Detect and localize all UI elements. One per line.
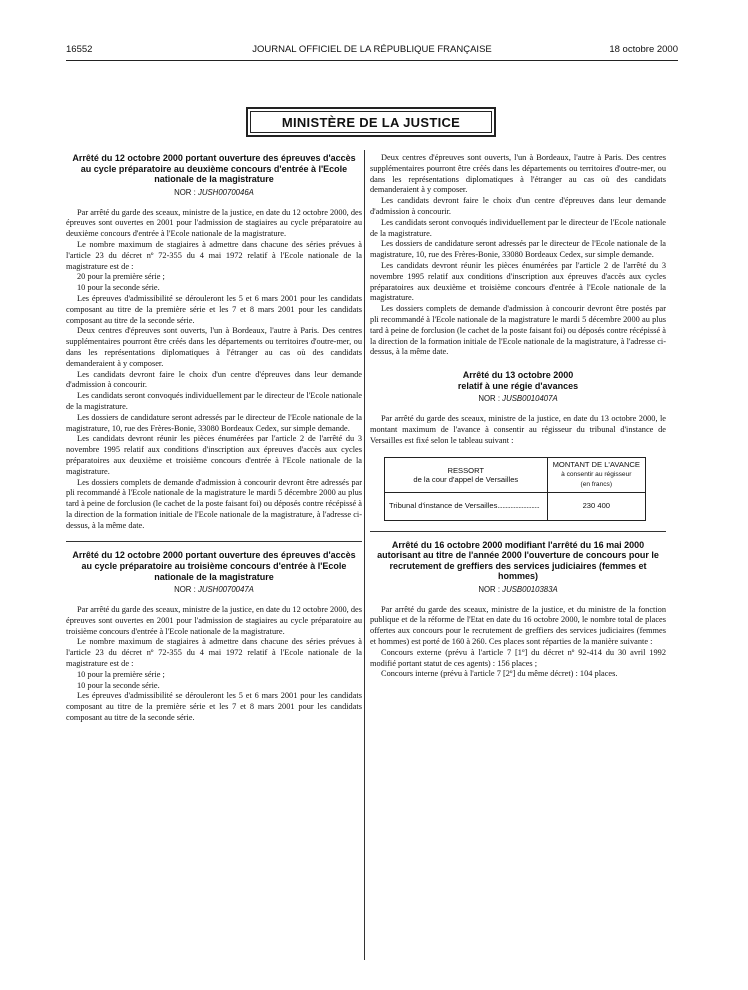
paragraph: Les dossiers de candidature seront adressés par le directeur de l'Ecole nationale de la magistrature, 10, rue des Frères-Bonie, 33080 Bordeaux Cedex, sur simple demande. [370,239,666,260]
advance-table [384,457,646,521]
paragraph: Les candidats devront faire le choix d'un centre d'épreuves dans leur demande d'admission à concourir. [370,196,666,216]
nor-code: JUSB0010383A [502,584,558,594]
journal-title: JOURNAL OFFICIEL DE LA RÉPUBLIQUE FRANÇAISE [252,44,492,55]
paragraph: Le nombre maximum de stagiaires à admettre dans chacune des séries prévues à l'article 23 du décret nº 72-355 du 4 mai 1972 relatif à l'Ecole nationale de la magistrature est de : [66,637,362,669]
article-4-title: Arrêté du 16 octobre 2000 modifiant l'arrêté du 16 mai 2000 autorisant au titre de l'année 2000 l'ouverture de concours pour le recrutement de greffiers des services judiciaires (femmes et hommes) [377,539,659,582]
article-1-title: Arrêté du 12 octobre 2000 portant ouverture des épreuves d'accès au cycle préparatoire au deuxième concours d'entrée à l'Ecole nationale de la magistrature [72,153,356,185]
spacer [370,358,666,370]
paragraph: Les candidats devront réunir les pièces énumérées par l'article 2 de l'arrêté du 3 novembre 1995 relatif aux conditions d'inscription aux épreuves d'accès aux cycles préparatoires aux deuxième et troisième concours d'entrée à l'Ecole nationale de la magistrature. [370,260,666,303]
paragraph: Les candidats devront réunir les pièces énumérées par l'article 2 de l'arrêté du 3 novembre 1995 relatif aux conditions d'inscription aux épreuves d'accès aux cycles préparatoires aux deuxième et troisième concours d'entrée à l'Ecole nationale de la magistrature. [66,434,362,476]
article-2-nor [66,585,362,596]
paragraph: Par arrêté du garde des sceaux, ministre de la justice, en date du 12 octobre 2000, des épreuves sont ouvertes en 2001 pour l'admission de stagiaires au cycle préparatoire au deuxième concours d'entrée à l'Ecole nationale de la magistrature. [66,207,362,239]
left-column [66,153,362,724]
paragraph: Les épreuves d'admissibilité se dérouleront les 5 et 6 mars 2001 pour les candidats composant au titre de la première série et les 7 et 8 mars 2001 pour les candidats composant au titre de la seconde série. [66,293,362,325]
article-4-nor [370,585,666,596]
article-separator [66,541,362,542]
paragraph: 10 pour la seconde série. [77,680,160,690]
page-number: 16552 [66,44,93,55]
header-montant-unit: (en francs) [580,481,613,489]
header-ressort-title: RESSORT [447,465,485,475]
row-label: Tribunal d'instance de Versailles [389,500,498,510]
table-cell-ressort [385,492,548,520]
article-3-title [370,370,666,391]
header-rule [66,60,678,61]
article-2-title: Arrêté du 12 octobre 2000 portant ouverture des épreuves d'accès au cycle préparatoire au troisième concours d'entrée à l'Ecole nationale de la magistrature [72,550,356,582]
header-montant-title: MONTANT DE L'AVANCE [552,460,640,470]
article-2-continued [370,153,666,358]
page-header [66,44,678,58]
row-leader-dots: .......................... [497,500,540,510]
nor-code: JUSB0010407A [502,394,558,404]
paragraph: Par arrêté du garde des sceaux, ministre de la justice, en date du 13 octobre 2000, le montant maximum de l'avance à consentir au régisseur du tribunal d'instance de Versailles est fixé selon le tableau suivant : [370,414,666,445]
article-3 [370,370,666,520]
paragraph: 10 pour la seconde série. [77,283,160,293]
paragraph: Les dossiers de candidature seront adressés par le directeur de l'Ecole nationale de la magistrature, 10, rue des Frères-Bonie, 33080 Bordeaux Cedex, sur simple demande. [66,412,362,433]
article-3-title-line-1: Arrêté du 13 octobre 2000 [462,370,574,381]
article-3-title-line-2: relatif à une régie d'avances [457,380,579,391]
paragraph: Les candidats devront faire le choix d'un centre d'épreuves dans leur demande d'admission à concourir. [66,369,362,390]
header-ressort-subtitle: de la cour d'appel de Versailles [413,474,519,484]
paragraph: Les dossiers complets de demande d'admission à concourir devront être postés par pli recommandé à l'Ecole nationale de la magistrature le mardi 5 décembre 2000 au plus tard à peine de forclusion (le cachet de la poste faisant foi) ou déposés contre récépissé à la direction de la formation initiale de l'Ecole nationale de la magistrature, à l'adresse ci-dessus, à la même date. [370,304,666,357]
paragraph: Le nombre maximum de stagiaires à admettre dans chacune des séries prévues à l'article 23 du décret nº 72-355 du 4 mai 1972 relatif à l'Ecole nationale de la magistrature est de : [66,239,362,271]
table-header-row [385,457,646,492]
paragraph: Les dossiers complets de demande d'admission à concourir devront être adressés par pli recommandé à l'Ecole nationale de la magistrature le mardi 5 décembre 2000 au plus tard à peine de forclusion (le cachet de la poste faisant foi) ou déposés contre récépissé à la direction de la formation initiale de l'Ecole nationale de la magistrature, à l'adresse ci-dessus, à la même date. [66,477,362,530]
article-separator [370,531,666,532]
publication-date: 18 octobre 2000 [609,44,678,55]
paragraph: Deux centres d'épreuves sont ouverts, l'un à Bordeaux, l'autre à Paris. Des centres supplémentaires pourront être créés dans les départements ou territoires d'outre-mer, ou dans les représentations diplomatiques à l'étranger au cas où des candidats demanderaient à y composer. [370,153,666,195]
paragraph: Deux centres d'épreuves sont ouverts, l'un à Bordeaux, l'autre à Paris. Des centres supplémentaires pourront être créés dans les départements ou territoires d'outre-mer, ou dans les représentations diplomatiques à l'étranger au cas où des candidats demanderaient à y composer. [66,326,362,368]
nor-code: JUSH0070047A [197,585,254,595]
paragraph: Concours interne (prévu à l'article 7 [2º] du même décret) : 104 places. [381,669,618,679]
article-4 [370,540,666,681]
article-2 [66,550,362,723]
paragraph: Les candidats seront convoqués individuellement par le directeur de l'Ecole nationale de la magistrature. [370,217,666,238]
ministry-title: MINISTÈRE DE LA JUSTICE [250,111,492,133]
article-3-nor [370,394,666,405]
paragraph: 10 pour la première série ; [77,669,165,679]
article-1-nor [66,188,362,199]
nor-label: NOR : [478,584,500,594]
ministry-box [246,107,496,137]
table-row [385,492,646,520]
nor-label: NOR : [478,394,500,404]
table-header-montant [547,457,645,492]
paragraph: 20 pour la première série ; [77,272,165,282]
article-1 [66,153,362,531]
right-column [370,153,666,680]
table-cell-montant: 230 400 [547,492,645,520]
paragraph: Par arrêté du garde des sceaux, ministre de la justice, et du ministre de la fonction publique et de la réforme de l'Etat en date du 16 octobre 2000, le nombre total de places offertes aux concours pour le recrutement de greffiers des services judiciaires (femmes et hommes) est porté de 160 à 260. Ces places sont réparties de la manière suivante : [370,604,666,647]
table-header-ressort [385,457,548,492]
header-montant-subtitle: à consentir au régisseur [561,471,632,479]
nor-label: NOR : [174,187,196,197]
paragraph: Concours externe (prévu à l'article 7 [1º] du décret nº 92-414 du 30 avril 1992 modifié portant statut de ces agents) : 156 places ; [370,647,666,668]
paragraph: Les épreuves d'admissibilité se dérouleront les 5 et 6 mars 2001 pour les candidats composant au titre de la première série et les 7 et 8 mars 2001 pour les candidats composant au titre de la seconde série. [66,691,362,723]
column-divider [364,150,365,960]
paragraph: Les candidats seront convoqués individuellement par le directeur de l'Ecole nationale de la magistrature. [66,391,362,411]
paragraph: Par arrêté du garde des sceaux, ministre de la justice, en date du 12 octobre 2000, des épreuves sont ouvertes en 2001 pour l'admission de stagiaires au cycle préparatoire au troisième concours d'entrée à l'Ecole nationale de la magistrature. [66,605,362,636]
nor-code: JUSH0070046A [197,187,254,197]
nor-label: NOR : [174,585,196,595]
